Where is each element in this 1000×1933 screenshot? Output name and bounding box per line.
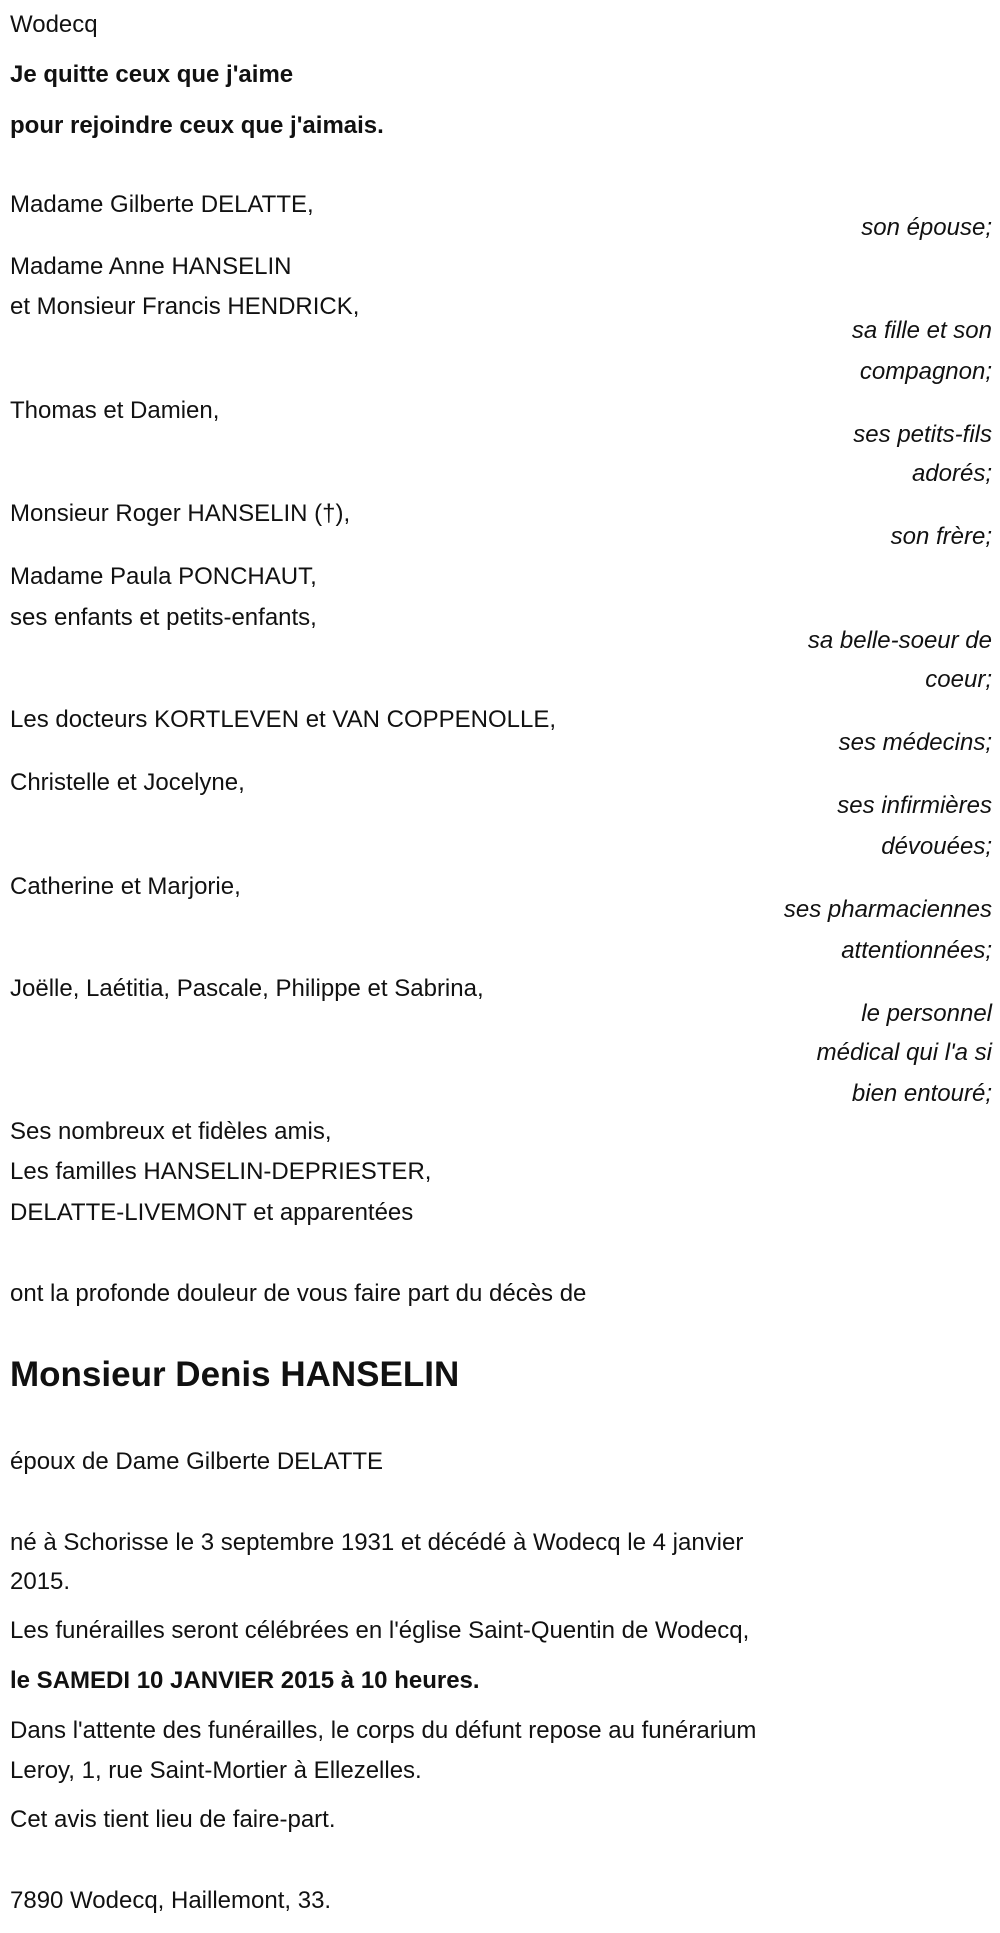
rest-line: Dans l'attente des funérailles, le corps du défunt repose au funérarium: [10, 1717, 757, 1744]
family-relation: coeur;: [925, 666, 992, 693]
family-relation: son frère;: [890, 523, 992, 550]
others-line: DELATTE-LIVEMONT et apparentées: [10, 1199, 414, 1226]
deceased-name: Monsieur Denis HANSELIN: [10, 1355, 460, 1394]
family-relation: le personnel: [861, 1000, 992, 1027]
family-relation: son épouse;: [861, 214, 992, 241]
birth-death: né à Schorisse le 3 septembre 1931 et décédé à Wodecq le 4 janvier: [10, 1529, 744, 1556]
family-name: Madame Gilberte DELATTE,: [10, 191, 314, 218]
family-relation: attentionnées;: [841, 937, 992, 964]
address: 7890 Wodecq, Haillemont, 33.: [10, 1887, 332, 1914]
family-name: Les docteurs KORTLEVEN et VAN COPPENOLLE,: [10, 706, 556, 733]
others-line: Les familles HANSELIN-DEPRIESTER,: [10, 1158, 432, 1185]
family-relation: ses médecins;: [838, 729, 992, 756]
family-name: Madame Anne HANSELIN: [10, 253, 292, 280]
others-line: Ses nombreux et fidèles amis,: [10, 1118, 332, 1145]
family-name: Thomas et Damien,: [10, 397, 220, 424]
family-name: Christelle et Jocelyne,: [10, 769, 245, 796]
family-relation: adorés;: [911, 460, 992, 487]
family-relation: sa fille et son: [851, 317, 992, 344]
spouse-line: époux de Dame Gilberte DELATTE: [10, 1448, 384, 1475]
announcement: ont la profonde douleur de vous faire part du décès de: [10, 1280, 587, 1307]
family-relation: ses infirmières: [837, 792, 992, 819]
family-name: Madame Paula PONCHAUT,: [10, 563, 317, 590]
family-name: Joëlle, Laétitia, Pascale, Philippe et Sabrina,: [10, 975, 484, 1002]
family-relation: dévouées;: [881, 833, 992, 860]
family-relation: compagnon;: [859, 358, 992, 385]
family-relation: sa belle-soeur de: [807, 627, 992, 654]
funeral-date: le SAMEDI 10 JANVIER 2015 à 10 heures.: [10, 1667, 480, 1694]
family-relation: bien entouré;: [851, 1080, 992, 1107]
family-relation: médical qui l'a si: [816, 1039, 992, 1066]
place: Wodecq: [10, 11, 98, 38]
birth-death: 2015.: [10, 1568, 71, 1595]
family-name: et Monsieur Francis HENDRICK,: [10, 293, 360, 320]
quote-line: pour rejoindre ceux que j'aimais.: [10, 112, 384, 139]
quote-line: Je quitte ceux que j'aime: [10, 61, 294, 88]
family-name: Catherine et Marjorie,: [10, 873, 241, 900]
rest-line: Leroy, 1, rue Saint-Mortier à Ellezelles.: [10, 1757, 422, 1784]
family-relation: ses petits-fils: [853, 421, 992, 448]
family-name: ses enfants et petits-enfants,: [10, 604, 317, 631]
funeral-place: Les funérailles seront célébrées en l'église Saint-Quentin de Wodecq,: [10, 1617, 750, 1644]
family-name: Monsieur Roger HANSELIN (†),: [10, 500, 351, 527]
notice: Cet avis tient lieu de faire-part.: [10, 1806, 336, 1833]
family-relation: ses pharmaciennes: [783, 896, 992, 923]
